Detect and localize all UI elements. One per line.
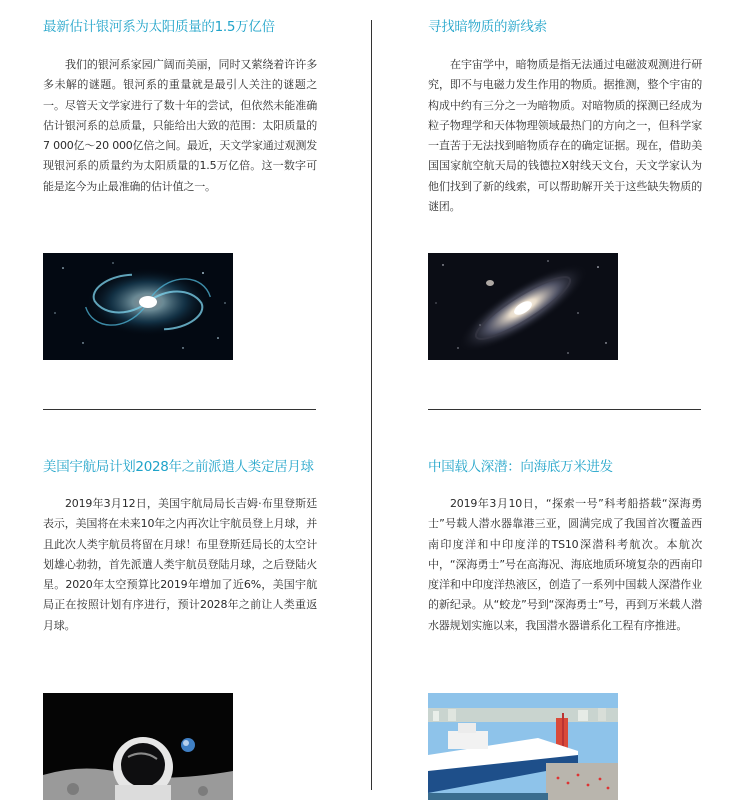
article-title: 寻找暗物质的新线索 bbox=[428, 19, 547, 35]
article-title: 美国宇航局计划2028年之前派遣人类定居月球 bbox=[43, 459, 314, 475]
astronaut-on-moon-image bbox=[43, 693, 233, 800]
article-body: 2019年3月12日，美国宇航局局长吉姆·布里登斯廷表示，美国将在未来10年之内再次让宇航员登上月球，并且此次人类宇航员将留在月球！布里登斯廷局长的太空计划雄心勃勃，首先派遣人类宇航员登陆月球，之后登陆火星。2020年太空预算比2019年增加了近6%，美国宇航局正在按照计划有序进行，预计2028年之前让人类重返月球。 bbox=[43, 497, 317, 632]
section-rule bbox=[428, 409, 701, 410]
research-vessel-image bbox=[428, 693, 618, 800]
section-rule bbox=[43, 409, 316, 410]
spiral-galaxy-image bbox=[43, 253, 233, 360]
andromeda-galaxy-image bbox=[428, 253, 618, 360]
article-body: 在宇宙学中，暗物质是指无法通过电磁波观测进行研究，即不与电磁力发生作用的物质。据推测，整个宇宙的构成中约有三分之一为暗物质。对暗物质的探测已经成为粒子物理学和天体物理领域最热门的方向之一，但科学家一直苦于无法找到暗物质存在的确定证据。现在，借助美国国家航空航天局的钱德拉X射线天文台，天文学家认为他们找到了新的线索，可以帮助解开关于这些缺失物质的谜团。 bbox=[428, 58, 702, 214]
article-body: 我们的银河系家园广阔而美丽，同时又萦绕着许许多多未解的谜题。银河系的重量就是最引人关注的谜题之一。尽管天文学家进行了数十年的尝试，但依然未能准确估计银河系的总质量，只能给出大致的范围：太阳质量的7 000亿～20 000亿倍之间。最近，天文学家通过观测发现银河系的质量约为太阳质量的1.5万亿倍。这一数字可能是迄今为止最准确的估计值之一。 bbox=[43, 58, 317, 193]
article-body: 2019年3月10日，“探索一号”科考船搭载“深海勇士”号载人潜水器靠港三亚，圆满完成了我国首次覆盖西南印度洋和中印度洋的TS10深潜科考航次。本航次中，“深海勇士”号在高海况、海底地质环境复杂的西南印度洋和中印度洋热液区，创造了一系列中国载人深潜作业的新纪录。从“蛟龙”号到“深海勇士”号，再到万米载人潜水器规划实施以来，我国潜水器谱系化工程有序推进。 bbox=[428, 497, 702, 632]
article-title: 最新估计银河系为太阳质量的1.5万亿倍 bbox=[43, 19, 275, 35]
column-divider bbox=[371, 20, 372, 790]
article-title: 中国载人深潜：向海底万米进发 bbox=[428, 459, 613, 475]
